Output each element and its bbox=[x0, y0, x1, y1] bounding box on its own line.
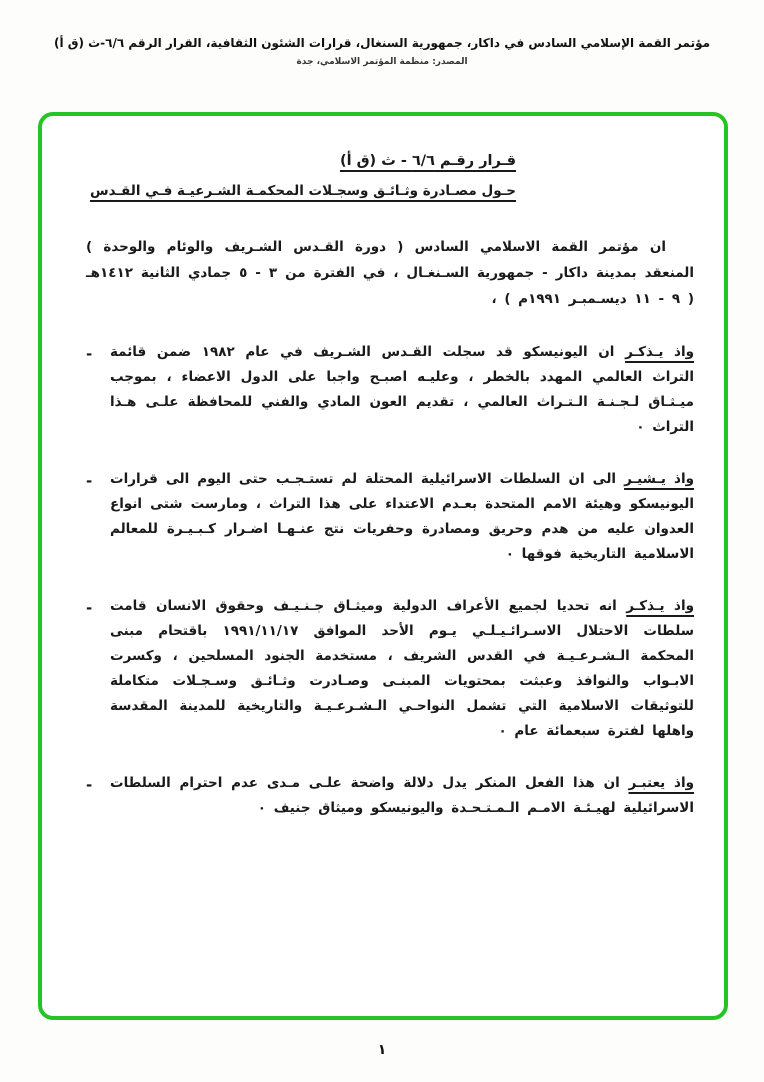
bullet-text bbox=[110, 340, 694, 440]
bullet-text bbox=[110, 467, 694, 567]
resolution-title: قـرار رقـم ٦/٦ - ث (ق أ) bbox=[339, 153, 516, 169]
header-citation: مؤتمر القمة الإسلامي السادس في داكار، جمهورية السنغال، قرارات الشئون الثقافية، القرار الرقم ٦/٦-ث (ق أ) bbox=[53, 36, 711, 50]
bullet-lead: واذ يـذكـر bbox=[626, 598, 694, 614]
bullet-body: انه تحديا لجميع الأعراف الدولية وميثـاق جـنـيـف وحقوق الانسان قامت سلطات الاحتلال الاسـرائـيـلـي يـوم الأحد الموافق ١٩٩١/١١/١٧ باقتحام مبنى المحكمة الـشـرعـيـة في القدس الشريف ، مستخدمة الجنود المسلحين ، وكسرت الابـواب والنوافذ وعبثت بمحتويات المبنـى وصـادرت وثـائـق وسـجـلات متكاملة للتوثيقات الاسلامية التي تشمل النواحـي الـشـرعـيـة والتاريخية للمدينة المقدسة واهلها لفترة سبعمائة عام ٠ bbox=[110, 598, 694, 739]
bullet-dash: - bbox=[86, 776, 93, 794]
resolution-body bbox=[86, 148, 694, 821]
bullet-body: ان هذا الفعل المنكر يدل دلالة واضحة علـى مـدى عدم احترام السلطات الاسرائيلية لهيـئـة الامـم الـمـتـحـدة واليونيسكو وميثاق جنيف ٠ bbox=[110, 775, 694, 816]
bullet-dash: - bbox=[86, 345, 93, 363]
bullet-body: ان اليونيسكو قد سجلت القـدس الشـريف في عام ١٩٨٢ ضمن قائمة التراث العالمي المهدد بالخطر ، وعليـه اصبـح واجبا على الدول الاعضاء ، بموجب ميـثـاق لـجـنـة الـتـراث العالمي ، تقديم العون المادي والفني للمحافظة علـى هـذا التراث ٠ bbox=[110, 344, 694, 435]
bullet-text bbox=[110, 594, 694, 744]
list-item bbox=[86, 340, 694, 440]
bullet-body: الى ان السلطات الاسرائيلية المحتلة لم تستـجـب حتى اليوم الى قرارات اليونيسكو وهيئة الامم المتحدة بعـدم الاعتداء على هذا التراث ، ومارست شتى انواع العدوان عليه من هدم وحريق ومصادرة وحفريات نتج عنـهـا اضـرار كـبـيـرة للمعالم الاسلامية التاريخية فوقها ٠ bbox=[110, 471, 694, 562]
preamble-paragraph: ان مؤتمر القمة الاسلامي السادس ( دورة القـدس الشـريف والوئام والوحدة ) المنعقد بمدينة داكار - جمهورية السـنغـال ، في الفترة من ٣ - ٥ جمادي الثانية ١٤١٢هـ ( ٩ - ١١ ديسـمبـر ١٩٩١م ) ، bbox=[86, 239, 694, 307]
bullet-lead: واذ يـذكـر bbox=[625, 344, 694, 360]
bullet-lead: واذ يعتبـر bbox=[628, 775, 695, 791]
clauses-list bbox=[86, 340, 694, 821]
list-item bbox=[86, 594, 694, 744]
bullet-text bbox=[110, 771, 694, 821]
resolution-subtitle: حـول مصـادرة وثـائـق وسجـلات المحكمـة الشـرعيـة فـي القـدس bbox=[90, 183, 516, 199]
bullet-dash: - bbox=[86, 472, 93, 490]
source-line: المصدر: منظمة المؤتمر الاسلامي، جدة bbox=[296, 57, 468, 67]
resolution-heading bbox=[86, 148, 516, 204]
bullet-lead: واذ يـشيـر bbox=[624, 471, 694, 487]
bullet-dash: - bbox=[86, 599, 93, 617]
document-border-frame bbox=[38, 112, 728, 1020]
list-item bbox=[86, 467, 694, 567]
list-item bbox=[86, 771, 694, 821]
page-header bbox=[0, 0, 764, 67]
page-number: ١ bbox=[377, 1042, 387, 1058]
